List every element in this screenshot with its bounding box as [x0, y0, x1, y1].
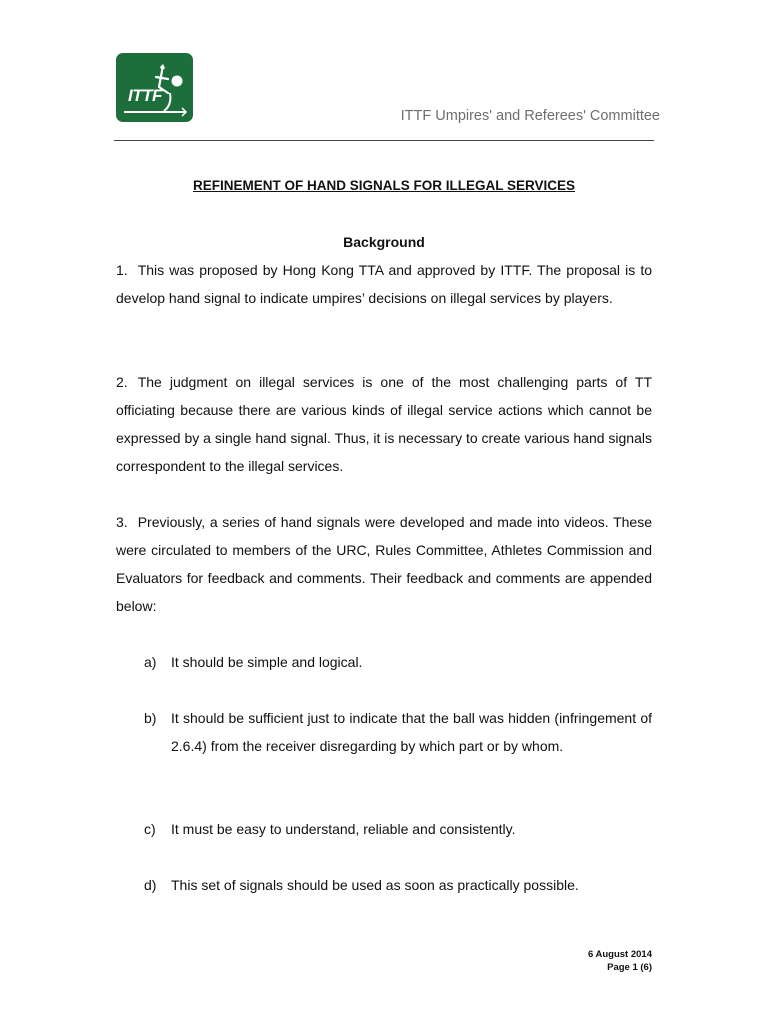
committee-name: ITTF Umpires' and Referees' Committee [400, 108, 660, 124]
section-heading: Background [343, 234, 425, 250]
paragraph-2 [116, 368, 652, 480]
footer-date: 6 August 2014 [587, 949, 652, 960]
paragraph-3 [116, 508, 652, 620]
paragraph-1 [116, 256, 652, 312]
ittf-logo [116, 53, 193, 122]
document-title: REFINEMENT OF HAND SIGNALS FOR ILLEGAL SERVICES [192, 178, 576, 193]
list-item-text: It should be simple and logical. [171, 654, 363, 670]
paragraph-text: Previously, a series of hand signals were developed and made into videos. These were circulated to members of the URC, Rules Committee, Athletes Commission and Evaluators for feedback and comments. Their feedback and comments are appended below: [116, 514, 652, 614]
list-item-label: d) [144, 877, 157, 893]
logo-wordmark: ITTF [128, 86, 162, 105]
paragraph-number: 1. [116, 262, 128, 278]
paragraph-number: 3. [116, 514, 128, 530]
list-item-text: It should be sufficient just to indicate that the ball was hidden (infringement of 2.6.4) from the receiver disregarding by which part or by whom. [171, 710, 652, 754]
list-item-label: b) [144, 710, 157, 726]
list-item-a [144, 648, 652, 676]
list-item-label: a) [144, 654, 157, 670]
list-item-c [144, 815, 652, 843]
list-item-b [144, 704, 652, 760]
header-divider [114, 140, 654, 141]
list-item-label: c) [144, 821, 156, 837]
paragraph-text: The judgment on illegal services is one of the most challenging parts of TT officiating because there are various kinds of illegal service actions which cannot be expressed by a single hand signal. Thus, it is necessary to create various hand signals correspondent to the illegal services. [116, 374, 652, 474]
list-item-text: It must be easy to understand, reliable and consistently. [171, 821, 516, 837]
paragraph-text: This was proposed by Hong Kong TTA and approved by ITTF. The proposal is to develop hand signal to indicate umpires’ decisions on illegal services by players. [116, 262, 652, 306]
list-item-text: This set of signals should be used as soon as practically possible. [171, 877, 579, 893]
page-footer [588, 948, 652, 974]
paragraph-number: 2. [116, 374, 128, 390]
list-item-d [144, 871, 652, 899]
footer-page-number: Page 1 (6) [607, 962, 652, 973]
